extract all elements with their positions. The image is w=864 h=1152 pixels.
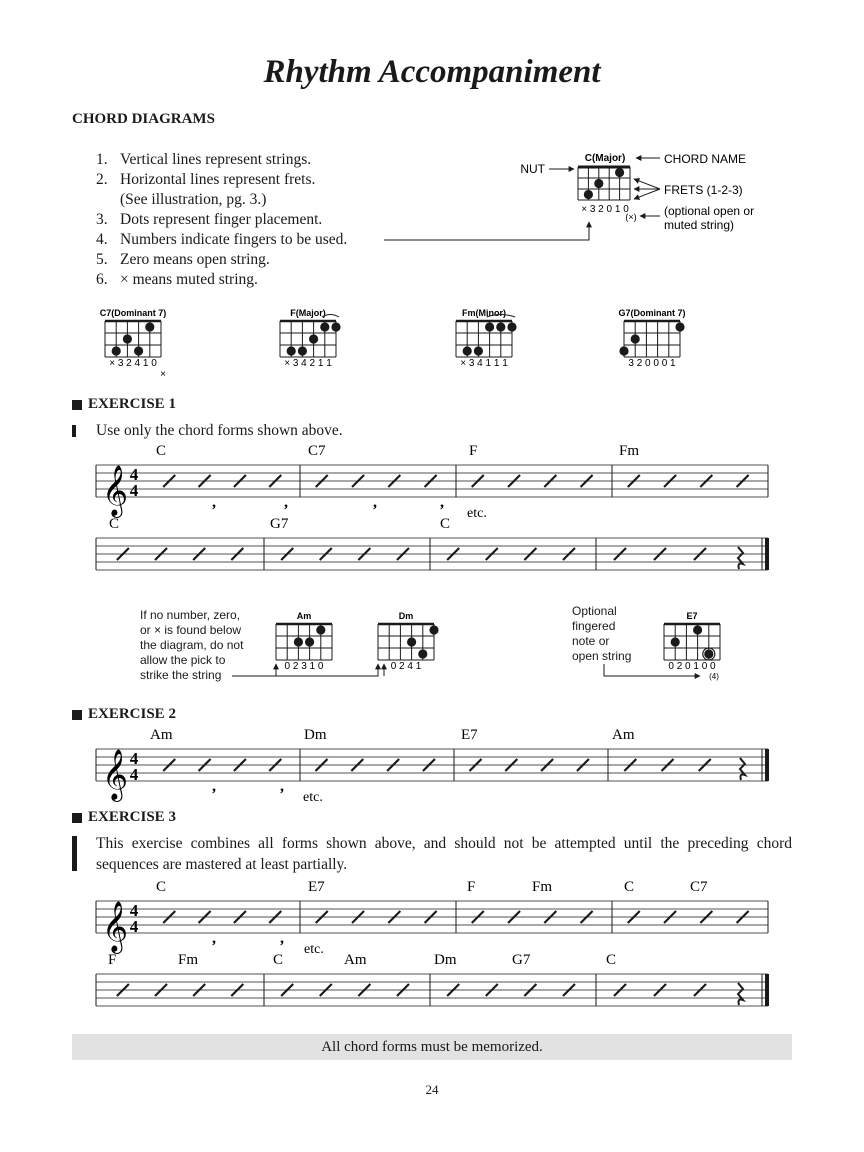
note-line: the diagram, do not: [140, 638, 244, 652]
fingers-pointer-line: [384, 222, 589, 240]
finger-dot: [615, 168, 624, 177]
chord-name: Dm: [398, 611, 414, 621]
chord-name-label: CHORD NAME: [664, 152, 747, 166]
finger-dot: [316, 625, 325, 634]
chord-symbol: Fm: [619, 443, 640, 459]
chord-name: Am: [296, 611, 312, 621]
note-line: fingered: [572, 619, 616, 633]
chord-f: [280, 315, 341, 358]
chord-symbol: C7: [690, 879, 708, 895]
exercise-1-heading: [72, 396, 176, 413]
chord-diagrams-heading: CHORD DIAGRAMS: [72, 111, 215, 127]
finger-dot: [704, 649, 713, 658]
time-signature-top: 4: [129, 901, 139, 920]
time-signature-top: 4: [129, 749, 139, 768]
chord-symbol: G7: [270, 516, 289, 532]
finger-dot: [123, 334, 132, 343]
chord-symbol: Dm: [434, 952, 457, 968]
finger-dot: [463, 346, 472, 355]
exercise-heading-text: EXERCISE 1: [88, 396, 176, 412]
chord-am: [276, 624, 332, 660]
finger-dot: [287, 346, 296, 355]
optional-mark: (×): [625, 212, 637, 222]
chord-symbol: C: [156, 879, 167, 895]
breath-mark: ,: [212, 778, 216, 795]
exercise-3-heading: [72, 809, 176, 826]
exercise-3-staff-1: [96, 879, 768, 957]
exercise-3-instruction: This exercise combines all forms shown above, and should not be attempted until the preceding chord sequences are mastered at least partially.: [96, 835, 792, 873]
quarter-rest-icon: [738, 547, 743, 569]
exercise-2-staff: [96, 727, 769, 805]
treble-clef-icon: 𝄞: [102, 901, 129, 952]
treble-clef-icon: 𝄞: [102, 749, 129, 800]
square-bullet-icon: [72, 710, 82, 720]
finger-dot: [407, 637, 416, 646]
legend-grid-c-major: [578, 167, 630, 200]
chord-g7: [619, 321, 684, 357]
note-line: open string: [572, 649, 632, 663]
note-line: or × is found below: [140, 623, 242, 637]
rule-text: Dots represent finger placement.: [120, 211, 323, 228]
chord-symbol: G7: [512, 952, 531, 968]
page-number: 24: [425, 1082, 439, 1097]
optional-label-2: muted string): [664, 218, 735, 232]
chord-fingering: × 3 4 2 1 1: [284, 358, 332, 369]
frets-label: FRETS (1-2-3): [664, 183, 743, 197]
finger-dot: [145, 322, 154, 331]
chord-symbol: C: [273, 952, 284, 968]
finger-dot: [134, 346, 143, 355]
breath-mark: ,: [280, 778, 284, 795]
chord-dm: [378, 624, 439, 660]
exercise-heading-text: EXERCISE 2: [88, 706, 176, 722]
legend-fingering: × 3 2 0 1 0: [581, 204, 629, 215]
time-signature-bottom: 4: [129, 765, 139, 784]
rule-number: 5.: [96, 251, 108, 268]
square-bullet-icon: [72, 400, 82, 410]
memorize-text: All chord forms must be memorized.: [321, 1039, 543, 1055]
exercise-heading-text: EXERCISE 3: [88, 809, 176, 825]
rule-number: 6.: [96, 271, 108, 288]
chord-name: C7(Dominant 7): [99, 308, 167, 318]
finger-dot: [619, 346, 628, 355]
rule-number: 2.: [96, 171, 108, 188]
breath-mark: ,: [440, 494, 444, 511]
chord-symbol: F: [469, 443, 478, 459]
left-note: [140, 608, 243, 683]
note-line: note or: [572, 634, 610, 648]
exercise-1-staff-2: [96, 516, 769, 570]
chord-fingering: × 3 4 1 1 1: [460, 358, 508, 369]
rule-text: Vertical lines represent strings.: [120, 151, 312, 168]
finger-dot: [485, 322, 494, 331]
chord-diagrams-row-2: [276, 611, 720, 681]
exercise-1-instruction: Use only the chord forms shown above.: [96, 422, 343, 439]
breath-mark: ,: [373, 494, 377, 511]
chord-fingering: × 3 2 4 1 0: [109, 358, 157, 369]
optional-label-1: (optional open or: [664, 204, 755, 218]
square-bullet-icon: [72, 813, 82, 823]
rule-number: 3.: [96, 211, 108, 228]
chord-symbol: C: [156, 443, 167, 459]
time-signature-bottom: 4: [129, 481, 139, 500]
etc-label: etc.: [467, 506, 487, 521]
chord-fingering: 0 2 0 1 0 0: [668, 661, 716, 672]
chord-symbol: Am: [344, 952, 367, 968]
time-signature-top: 4: [129, 465, 139, 484]
chord-symbol: Am: [150, 727, 173, 743]
finger-dot: [631, 334, 640, 343]
chord-symbol: Fm: [178, 952, 199, 968]
quarter-rest-icon: [740, 758, 745, 780]
treble-clef-icon: 𝄞: [102, 465, 129, 516]
chord-fingering: 3 2 0 0 0 1: [628, 358, 676, 369]
rule-text: × means muted string.: [120, 271, 258, 288]
right-note: [572, 604, 631, 664]
finger-dot: [294, 637, 303, 646]
etc-label: etc.: [303, 790, 323, 805]
chord-symbol: C: [109, 516, 120, 532]
chord-symbol: C: [624, 879, 635, 895]
quarter-rest-icon: [738, 983, 743, 1005]
rule-text: Numbers indicate fingers to be used.: [120, 231, 348, 248]
chord-symbol: C: [440, 516, 451, 532]
note-line: strike the string: [140, 668, 222, 682]
rule-text: Horizontal lines represent frets.: [120, 171, 316, 188]
chord-symbol: Dm: [304, 727, 327, 743]
chord-symbol: F: [108, 952, 117, 968]
note-line: Optional: [572, 604, 617, 618]
chord-fingering: 0 2 3 1 0: [284, 661, 324, 672]
margin-bar: [72, 425, 76, 437]
optional-finger-number: (4): [709, 672, 719, 681]
finger-dot: [675, 322, 684, 331]
etc-label: etc.: [304, 942, 324, 957]
finger-dot: [584, 190, 593, 199]
chord-symbol: F: [467, 879, 476, 895]
final-barline: [765, 749, 769, 781]
finger-dot: [418, 649, 427, 658]
rule-number: 4.: [96, 231, 108, 248]
finger-dot: [112, 346, 121, 355]
rule-text: Zero means open string.: [120, 251, 270, 268]
finger-dot: [429, 625, 438, 634]
breath-mark: ,: [284, 494, 288, 511]
legend-chord-diagram: [384, 152, 754, 240]
chord-name: E7: [686, 611, 698, 621]
finger-dot: [331, 322, 340, 331]
finger-dot: [320, 322, 329, 331]
chord-symbol: E7: [308, 879, 325, 895]
final-barline: [765, 538, 769, 570]
final-barline: [765, 974, 769, 1006]
legend-chord-name: C(Major): [584, 153, 626, 164]
finger-dot: [298, 346, 307, 355]
note-line: allow the pick to: [140, 653, 226, 667]
chord-diagrams-row-1: [100, 308, 686, 380]
chord-fm: [456, 315, 517, 358]
finger-dot: [693, 625, 702, 634]
exercise-1-staff-1: [96, 443, 768, 521]
time-signature-bottom: 4: [129, 917, 139, 936]
chord-c7: [105, 321, 161, 357]
page-title: Rhythm Accompaniment: [263, 54, 601, 90]
finger-dot: [507, 322, 516, 331]
exercise-3-staff-2: [96, 952, 769, 1006]
rule-number: 1.: [96, 151, 108, 168]
rule-text: (See illustration, pg. 3.): [120, 191, 267, 208]
nut-label: NUT: [520, 162, 545, 176]
chord-symbol: Am: [612, 727, 635, 743]
finger-dot: [671, 637, 680, 646]
muted-mark: ×: [160, 369, 166, 380]
finger-dot: [496, 322, 505, 331]
chord-symbol: E7: [461, 727, 478, 743]
breath-mark: ,: [212, 494, 216, 511]
finger-dot: [309, 334, 318, 343]
exercise-2-heading: [72, 706, 176, 723]
finger-dot: [474, 346, 483, 355]
chord-symbol: C7: [308, 443, 326, 459]
finger-dot: [305, 637, 314, 646]
chord-fingering: 0 2 4 1: [390, 661, 422, 672]
finger-dot: [594, 179, 603, 188]
breath-mark: ,: [280, 930, 284, 947]
note-line: If no number, zero,: [140, 608, 241, 622]
chord-name: Fm(Minor): [462, 308, 506, 318]
breath-mark: ,: [212, 930, 216, 947]
chord-name: F(Major): [290, 308, 326, 318]
chord-e7: [664, 624, 720, 660]
chord-symbol: Fm: [532, 879, 553, 895]
chord-symbol: C: [606, 952, 617, 968]
margin-bar: [72, 836, 77, 871]
chord-name: G7(Dominant 7): [618, 308, 686, 318]
